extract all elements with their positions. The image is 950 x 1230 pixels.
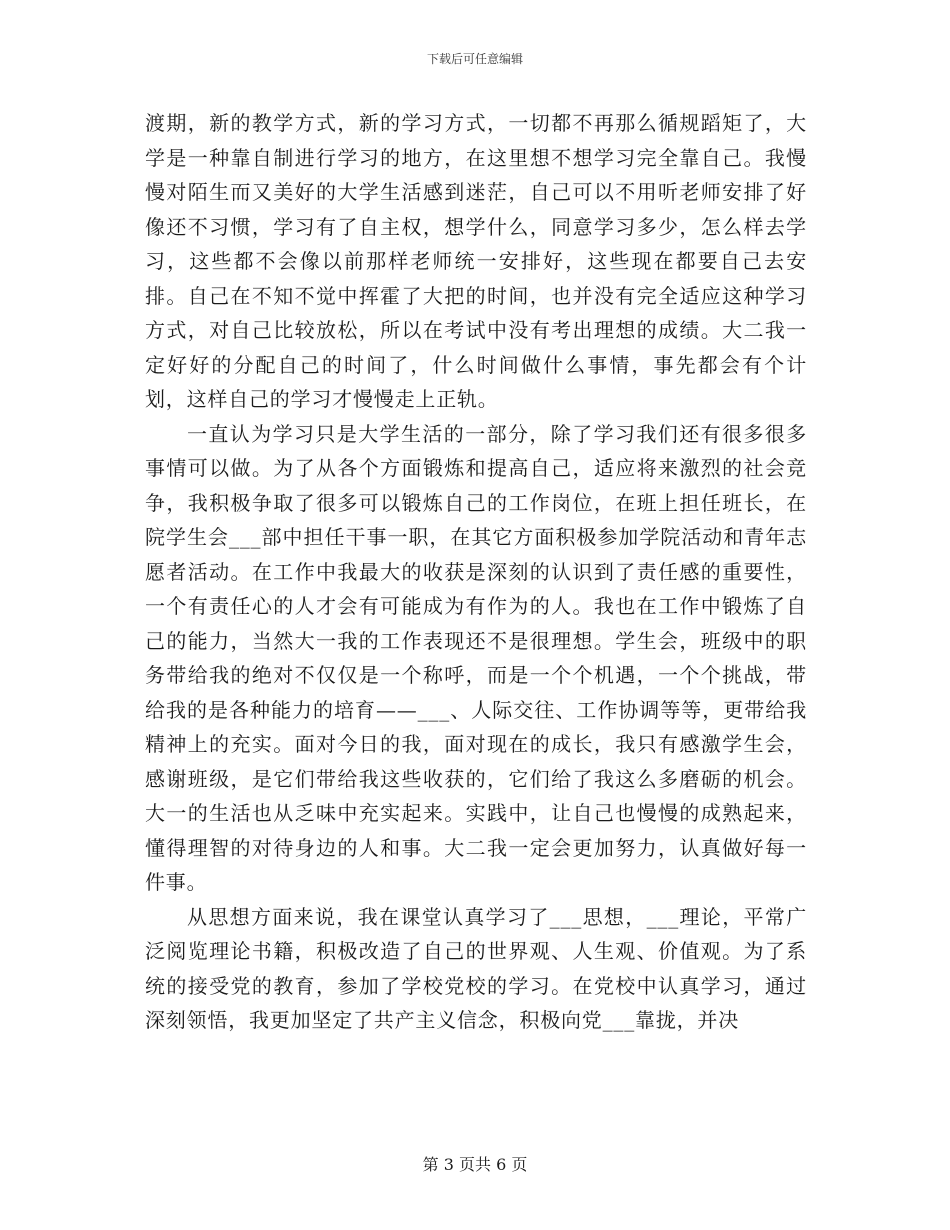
- paragraph-2: 一直认为学习只是大学生活的一部分，除了学习我们还有很多很多事情可以做。为了从各个方面锻炼和提高自己，适应将来激烈的社会竞争，我积极争取了很多可以锻炼自己的工作岗位，在班上担任班长，在院学生会___部中担任干事一职，在其它方面积极参加学院活动和青年志愿者活动。在工作中我最大的收获是深刻的认识到了责任感的重要性，一个有责任心的人才会有可能成为有作为的人。我也在工作中锻炼了自己的能力，当然大一我的工作表现还不是很理想。学生会，班级中的职务带给我的绝对不仅仅是一个称呼，而是一个个机遇，一个个挑战，带给我的是各种能力的培育——___、人际交往、工作协调等等，更带给我精神上的充实。面对今日的我，面对现在的成长，我只有感激学生会，感谢班级，是它们带给我这些收获的，它们给了我这么多磨砺的机会。大一的生活也从乏味中充实起来。实践中，让自己也慢慢的成熟起来，懂得理智的对待身边的人和事。大二我一定会更加努力，认真做好每一件事。: [145, 421, 807, 894]
- page-header: 下载后可任意编辑: [426, 52, 523, 66]
- document-body: [145, 106, 807, 1038]
- page-footer: 第 3 页共 6 页: [422, 1155, 528, 1174]
- paragraph-3: 从思想方面来说，我在课堂认真学习了___思想，___理论，平常广泛阅览理论书籍，积极改造了自己的世界观、人生观、价值观。为了系统的接受党的教育，参加了学校党校的学习。在党校中认真学习，通过深刻领悟，我更加坚定了共产主义信念，积极向党___靠拢，并决: [145, 904, 807, 1032]
- paragraph-1: 渡期，新的教学方式，新的学习方式，一切都不再那么循规蹈矩了，大学是一种靠自制进行学习的地方，在这里想不想学习完全靠自己。我慢慢对陌生而又美好的大学生活感到迷茫，自己可以不用听老师安排了好像还不习惯，学习有了自主权，想学什么，同意学习多少，怎么样去学习，这些都不会像以前那样老师统一安排好，这些现在都要自己去安排。自己在不知不觉中挥霍了大把的时间，也并没有完全适应这种学习方式，对自己比较放松，所以在考试中没有考出理想的成绩。大二我一定好好的分配自己的时间了，什么时间做什么事情，事先都会有个计划，这样自己的学习才慢慢走上正轨。: [145, 111, 807, 411]
